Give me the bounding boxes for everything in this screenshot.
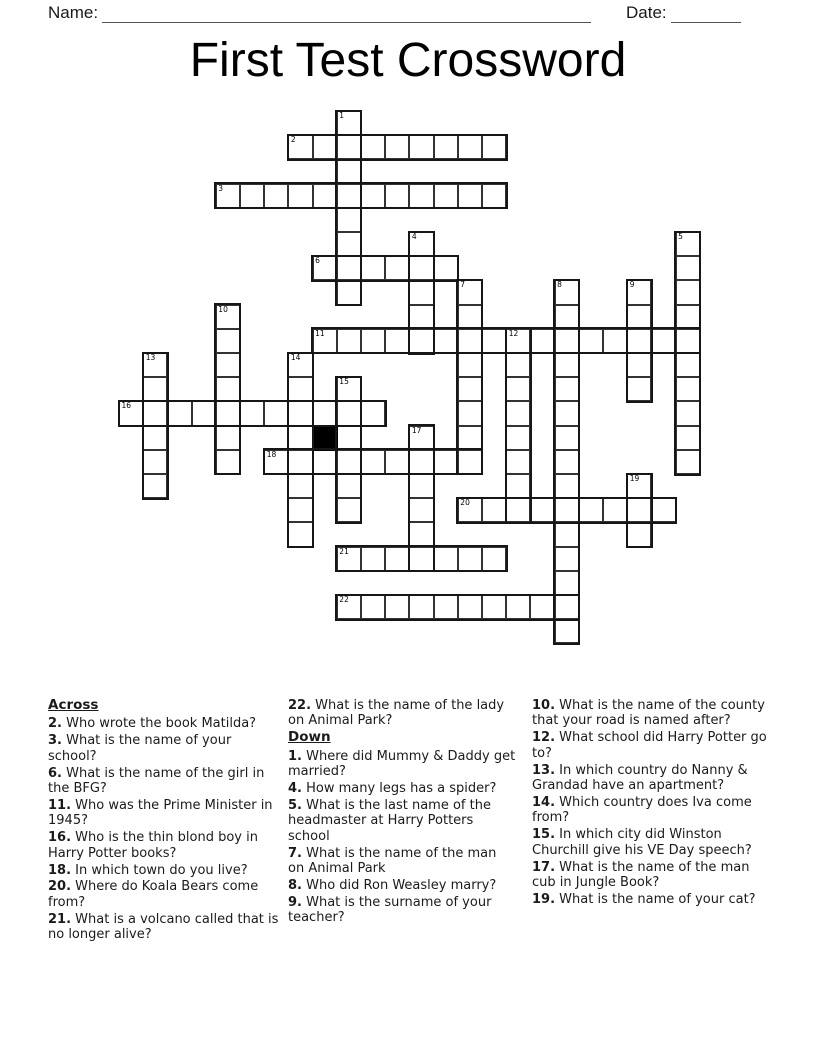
grid-cell[interactable] <box>457 328 483 354</box>
grid-cell[interactable] <box>408 473 434 499</box>
grid-cell[interactable] <box>360 255 386 281</box>
grid-cell[interactable] <box>142 473 168 499</box>
clue-number: 14. <box>532 794 556 810</box>
cell-number: 2 <box>290 135 296 145</box>
grid-cell[interactable] <box>505 594 531 620</box>
grid-cell[interactable] <box>384 449 410 475</box>
clue-8: 8. Who did Ron Weasley marry? <box>288 877 497 893</box>
grid-cell[interactable] <box>142 449 168 475</box>
grid-cell[interactable] <box>384 328 410 354</box>
clue-6: 6. What is the name of the girl in the BFG? <box>48 765 265 797</box>
cell-number: 12 <box>508 328 519 338</box>
grid-cell[interactable] <box>554 521 580 547</box>
grid-cell[interactable] <box>554 594 580 620</box>
grid-cell[interactable] <box>336 279 362 305</box>
grid-cell[interactable] <box>287 497 313 523</box>
clue-number: 3. <box>48 733 62 749</box>
clue-11: 11. Who was the Prime Minister in 1945? <box>48 797 273 829</box>
clue-3: 3. What is the name of your school? <box>48 733 232 764</box>
cell-number: 9 <box>629 280 635 290</box>
grid-cell[interactable] <box>239 400 265 426</box>
grid-cell[interactable] <box>650 497 676 523</box>
grid-cell[interactable] <box>481 546 507 572</box>
page-title: First Test Crossword <box>189 34 627 87</box>
grid-cell[interactable] <box>287 425 313 451</box>
grid-cell[interactable] <box>626 304 652 330</box>
grid-cell[interactable] <box>239 183 265 209</box>
grid-cell[interactable] <box>675 449 701 475</box>
grid-cell[interactable] <box>408 521 434 547</box>
grid-cell[interactable] <box>287 376 313 402</box>
grid-cell[interactable] <box>554 449 580 475</box>
grid-cell[interactable] <box>554 400 580 426</box>
cell-number: 16 <box>121 401 132 411</box>
grid-cell[interactable] <box>626 352 652 378</box>
grid-cell[interactable] <box>602 328 628 354</box>
clue-number: 20. <box>48 879 72 895</box>
clue-number: 11. <box>48 797 72 813</box>
grid-cell[interactable] <box>215 328 241 354</box>
grid-cell[interactable] <box>554 304 580 330</box>
clue-number: 12. <box>532 730 556 746</box>
cell-number: 15 <box>339 377 349 387</box>
grid-cell[interactable] <box>529 497 555 523</box>
cell-number: 5 <box>678 232 683 241</box>
grid-cell[interactable] <box>215 400 241 426</box>
grid-cell[interactable] <box>675 352 701 378</box>
clue-20: 20. Where do Koala Bears come from? <box>48 879 259 910</box>
clue-column-1 <box>48 698 282 944</box>
grid-cell[interactable] <box>384 594 410 620</box>
grid-cell[interactable] <box>360 546 386 572</box>
date-input-line[interactable] <box>671 22 741 23</box>
grid-cell[interactable] <box>336 207 362 233</box>
grid-cell[interactable] <box>142 400 168 426</box>
grid-cell[interactable] <box>578 497 604 523</box>
cell-number: 18 <box>266 449 277 459</box>
grid-cell[interactable] <box>650 328 676 354</box>
grid-cell[interactable] <box>142 425 168 451</box>
grid-cell[interactable] <box>675 400 701 426</box>
grid-cell[interactable] <box>505 425 531 451</box>
grid-cell[interactable] <box>457 352 483 378</box>
grid-cell[interactable] <box>481 328 507 354</box>
grid-cell[interactable] <box>457 546 483 572</box>
cell-number: 4 <box>411 232 417 241</box>
cell-number: 6 <box>315 256 320 266</box>
clue-17: 17. What is the name of the man cub in Jungle Book? <box>532 859 750 890</box>
grid-cell[interactable] <box>554 376 580 402</box>
grid-cell[interactable] <box>626 473 652 499</box>
clue-18: 18. In which town do you live? <box>48 862 248 878</box>
grid-cell[interactable] <box>457 594 483 620</box>
clue-number: 22. <box>288 698 312 713</box>
grid-cell[interactable] <box>336 473 362 499</box>
grid-cell[interactable] <box>554 279 580 305</box>
grid-cell[interactable] <box>287 183 313 209</box>
grid-cell[interactable] <box>336 546 362 572</box>
grid-cell[interactable] <box>336 231 362 257</box>
clue-number: 19. <box>532 891 556 907</box>
date-label: Date: <box>626 3 667 22</box>
grid-cell[interactable] <box>360 449 386 475</box>
cell-number: 10 <box>218 304 228 314</box>
grid-cell[interactable] <box>433 255 459 281</box>
grid-cell[interactable] <box>505 449 531 475</box>
grid-cell[interactable] <box>433 183 459 209</box>
black-cell <box>312 425 338 451</box>
grid-cell[interactable] <box>287 400 313 426</box>
grid-cell[interactable] <box>675 376 701 402</box>
grid-cell[interactable] <box>287 134 313 160</box>
grid-cell[interactable] <box>554 497 580 523</box>
grid-cell[interactable] <box>287 521 313 547</box>
clue-number: 9. <box>288 894 302 910</box>
clue-1: 1. Where did Mummy & Daddy get married? <box>288 748 516 780</box>
grid-cell[interactable] <box>626 521 652 547</box>
grid-cell[interactable] <box>408 425 434 451</box>
grid-cell[interactable] <box>505 352 531 378</box>
grid-cell[interactable] <box>554 425 580 451</box>
grid-cell[interactable] <box>505 473 531 499</box>
grid-cell[interactable] <box>675 279 701 305</box>
clue-13: 13. In which country do Nanny & Grandad have an apartment? <box>532 762 748 794</box>
grid-cell[interactable] <box>215 449 241 475</box>
grid-cell[interactable] <box>336 255 362 281</box>
grid-cell[interactable] <box>408 449 434 475</box>
grid-cell[interactable] <box>142 376 168 402</box>
grid-cell[interactable] <box>360 134 386 160</box>
grid-cell[interactable] <box>215 183 241 209</box>
across-heading: Across <box>48 697 99 713</box>
grid-cell[interactable] <box>215 425 241 451</box>
grid-cell[interactable] <box>336 376 362 402</box>
cell-number: 13 <box>145 353 156 362</box>
grid-cell[interactable] <box>263 183 289 209</box>
cell-number: 8 <box>557 280 562 290</box>
grid-cell[interactable] <box>384 255 410 281</box>
grid-cell[interactable] <box>263 400 289 426</box>
clue-number: 10. <box>532 698 556 713</box>
name-label: Name: <box>48 3 99 22</box>
grid-cell[interactable] <box>626 279 652 305</box>
grid-cell[interactable] <box>336 594 362 620</box>
grid-cell[interactable] <box>287 473 313 499</box>
cell-number: 17 <box>411 425 422 435</box>
grid-cell[interactable] <box>336 134 362 160</box>
clue-number: 2. <box>48 716 62 732</box>
grid-cell[interactable] <box>408 304 434 330</box>
clue-number: 13. <box>532 762 556 778</box>
grid-cell[interactable] <box>529 594 555 620</box>
crossword-grid <box>119 111 700 643</box>
clue-number: 6. <box>48 765 62 781</box>
grid-cell[interactable] <box>457 400 483 426</box>
grid-cell[interactable] <box>384 134 410 160</box>
clue-number: 16. <box>48 830 72 846</box>
grid-cell[interactable] <box>554 546 580 572</box>
clue-9: 9. What is the surname of your teacher? <box>288 894 492 926</box>
clue-column-3 <box>532 698 774 909</box>
grid-cell[interactable] <box>336 497 362 523</box>
grid-cell[interactable] <box>408 328 434 354</box>
clue-number: 18. <box>48 862 72 878</box>
grid-cell[interactable] <box>336 400 362 426</box>
grid-cell[interactable] <box>312 255 338 281</box>
grid-cell[interactable] <box>360 328 386 354</box>
clue-2: 2. Who wrote the book Matilda? <box>48 716 257 732</box>
grid-cell[interactable] <box>529 328 555 354</box>
grid-cell[interactable] <box>384 546 410 572</box>
grid-cell[interactable] <box>191 400 217 426</box>
grid-cell[interactable] <box>675 231 701 257</box>
grid-cell[interactable] <box>481 594 507 620</box>
grid-cell[interactable] <box>166 400 192 426</box>
grid-cell[interactable] <box>360 400 386 426</box>
grid-cell[interactable] <box>408 594 434 620</box>
grid-cell[interactable] <box>481 183 507 209</box>
grid-cell[interactable] <box>336 158 362 184</box>
grid-cell[interactable] <box>457 304 483 330</box>
grid-cell[interactable] <box>312 134 338 160</box>
grid-cell[interactable] <box>408 183 434 209</box>
clue-number: 8. <box>288 877 302 893</box>
grid-cell[interactable] <box>408 231 434 257</box>
grid-cell[interactable] <box>626 376 652 402</box>
cell-number: 1 <box>339 111 345 120</box>
clue-number: 1. <box>288 748 302 764</box>
grid-cell[interactable] <box>675 425 701 451</box>
clue-7: 7. What is the name of the man on Animal Park <box>288 845 497 877</box>
grid-cell[interactable] <box>457 279 483 305</box>
clue-number: 15. <box>532 827 556 843</box>
grid-cell[interactable] <box>360 183 386 209</box>
clue-19: 19. What is the name of your cat? <box>532 891 756 907</box>
grid-cell[interactable] <box>360 594 386 620</box>
grid-cell[interactable] <box>457 497 483 523</box>
grid-cell[interactable] <box>554 328 580 354</box>
clue-5: 5. What is the last name of the headmaster at Harry Potters school <box>288 797 491 844</box>
grid-cell[interactable] <box>433 449 459 475</box>
name-input-line[interactable] <box>102 22 591 23</box>
grid-cell[interactable] <box>457 376 483 402</box>
grid-cell[interactable] <box>481 497 507 523</box>
grid-cell[interactable] <box>287 352 313 378</box>
grid-cell[interactable] <box>505 400 531 426</box>
grid-cell[interactable] <box>433 594 459 620</box>
clue-column-2 <box>288 698 516 927</box>
grid-cell[interactable] <box>505 328 531 354</box>
clue-number: 7. <box>288 845 302 861</box>
cell-number: 20 <box>460 498 470 508</box>
grid-cell[interactable] <box>336 425 362 451</box>
grid-cell[interactable] <box>626 328 652 354</box>
cell-number: 7 <box>460 280 466 290</box>
grid-cell[interactable] <box>408 255 434 281</box>
grid-cell[interactable] <box>408 279 434 305</box>
grid-cell[interactable] <box>626 497 652 523</box>
clue-number: 5. <box>288 797 302 813</box>
grid-cell[interactable] <box>336 110 362 136</box>
cell-number: 11 <box>315 328 325 338</box>
grid-cell[interactable] <box>554 570 580 596</box>
grid-cell[interactable] <box>336 183 362 209</box>
grid-cell[interactable] <box>215 304 241 330</box>
grid-cell[interactable] <box>554 473 580 499</box>
cell-number: 14 <box>290 353 301 362</box>
grid-cell[interactable] <box>554 618 580 644</box>
clue-21: 21. What is a volcano called that is no longer alive? <box>48 911 279 943</box>
clue-15: 15. In which city did Winston Churchill give his VE Day speech? <box>532 827 752 858</box>
clue-16: 16. Who is the thin blond boy in Harry Potter books? <box>48 830 258 861</box>
grid-cell[interactable] <box>215 376 241 402</box>
grid-cell[interactable] <box>457 425 483 451</box>
grid-cell[interactable] <box>263 449 289 475</box>
grid-cell[interactable] <box>675 328 701 354</box>
grid-cell[interactable] <box>118 400 144 426</box>
grid-cell[interactable] <box>481 134 507 160</box>
grid-cell[interactable] <box>408 134 434 160</box>
grid-cell[interactable] <box>312 400 338 426</box>
clue-4: 4. How many legs has a spider? <box>288 781 497 797</box>
clue-14: 14. Which country does Iva come from? <box>532 794 752 826</box>
grid-cell[interactable] <box>457 183 483 209</box>
grid-cell[interactable] <box>505 497 531 523</box>
grid-cell[interactable] <box>312 183 338 209</box>
grid-cell[interactable] <box>602 497 628 523</box>
cell-number: 22 <box>339 595 349 604</box>
down-heading: Down <box>288 729 331 746</box>
grid-cell[interactable] <box>142 352 168 378</box>
grid-cell[interactable] <box>287 449 313 475</box>
grid-cell[interactable] <box>675 255 701 281</box>
grid-cell[interactable] <box>457 449 483 475</box>
grid-cell[interactable] <box>505 376 531 402</box>
grid-cell[interactable] <box>433 546 459 572</box>
cell-number: 19 <box>629 474 640 483</box>
grid-cell[interactable] <box>554 352 580 378</box>
clue-number: 4. <box>288 781 302 797</box>
grid-cell[interactable] <box>312 449 338 475</box>
grid-cell[interactable] <box>408 497 434 523</box>
grid-cell[interactable] <box>384 183 410 209</box>
clue-10: 10. What is the name of the county that your road is named after? <box>532 698 765 729</box>
clue-12: 12. What school did Harry Potter go to? <box>532 730 767 761</box>
cell-number: 21 <box>339 546 349 556</box>
clue-number: 17. <box>532 859 556 875</box>
grid-cell[interactable] <box>312 328 338 354</box>
grid-cell[interactable] <box>675 304 701 330</box>
cell-number: 3 <box>218 183 224 193</box>
grid-cell[interactable] <box>336 328 362 354</box>
grid-cell[interactable] <box>457 134 483 160</box>
clue-22: 22. What is the name of the lady on Animal Park? <box>288 698 505 729</box>
grid-cell[interactable] <box>578 328 604 354</box>
grid-cell[interactable] <box>433 134 459 160</box>
grid-cell[interactable] <box>433 328 459 354</box>
grid-cell[interactable] <box>408 546 434 572</box>
grid-cell[interactable] <box>215 352 241 378</box>
grid-cell[interactable] <box>336 449 362 475</box>
clue-number: 21. <box>48 911 72 927</box>
